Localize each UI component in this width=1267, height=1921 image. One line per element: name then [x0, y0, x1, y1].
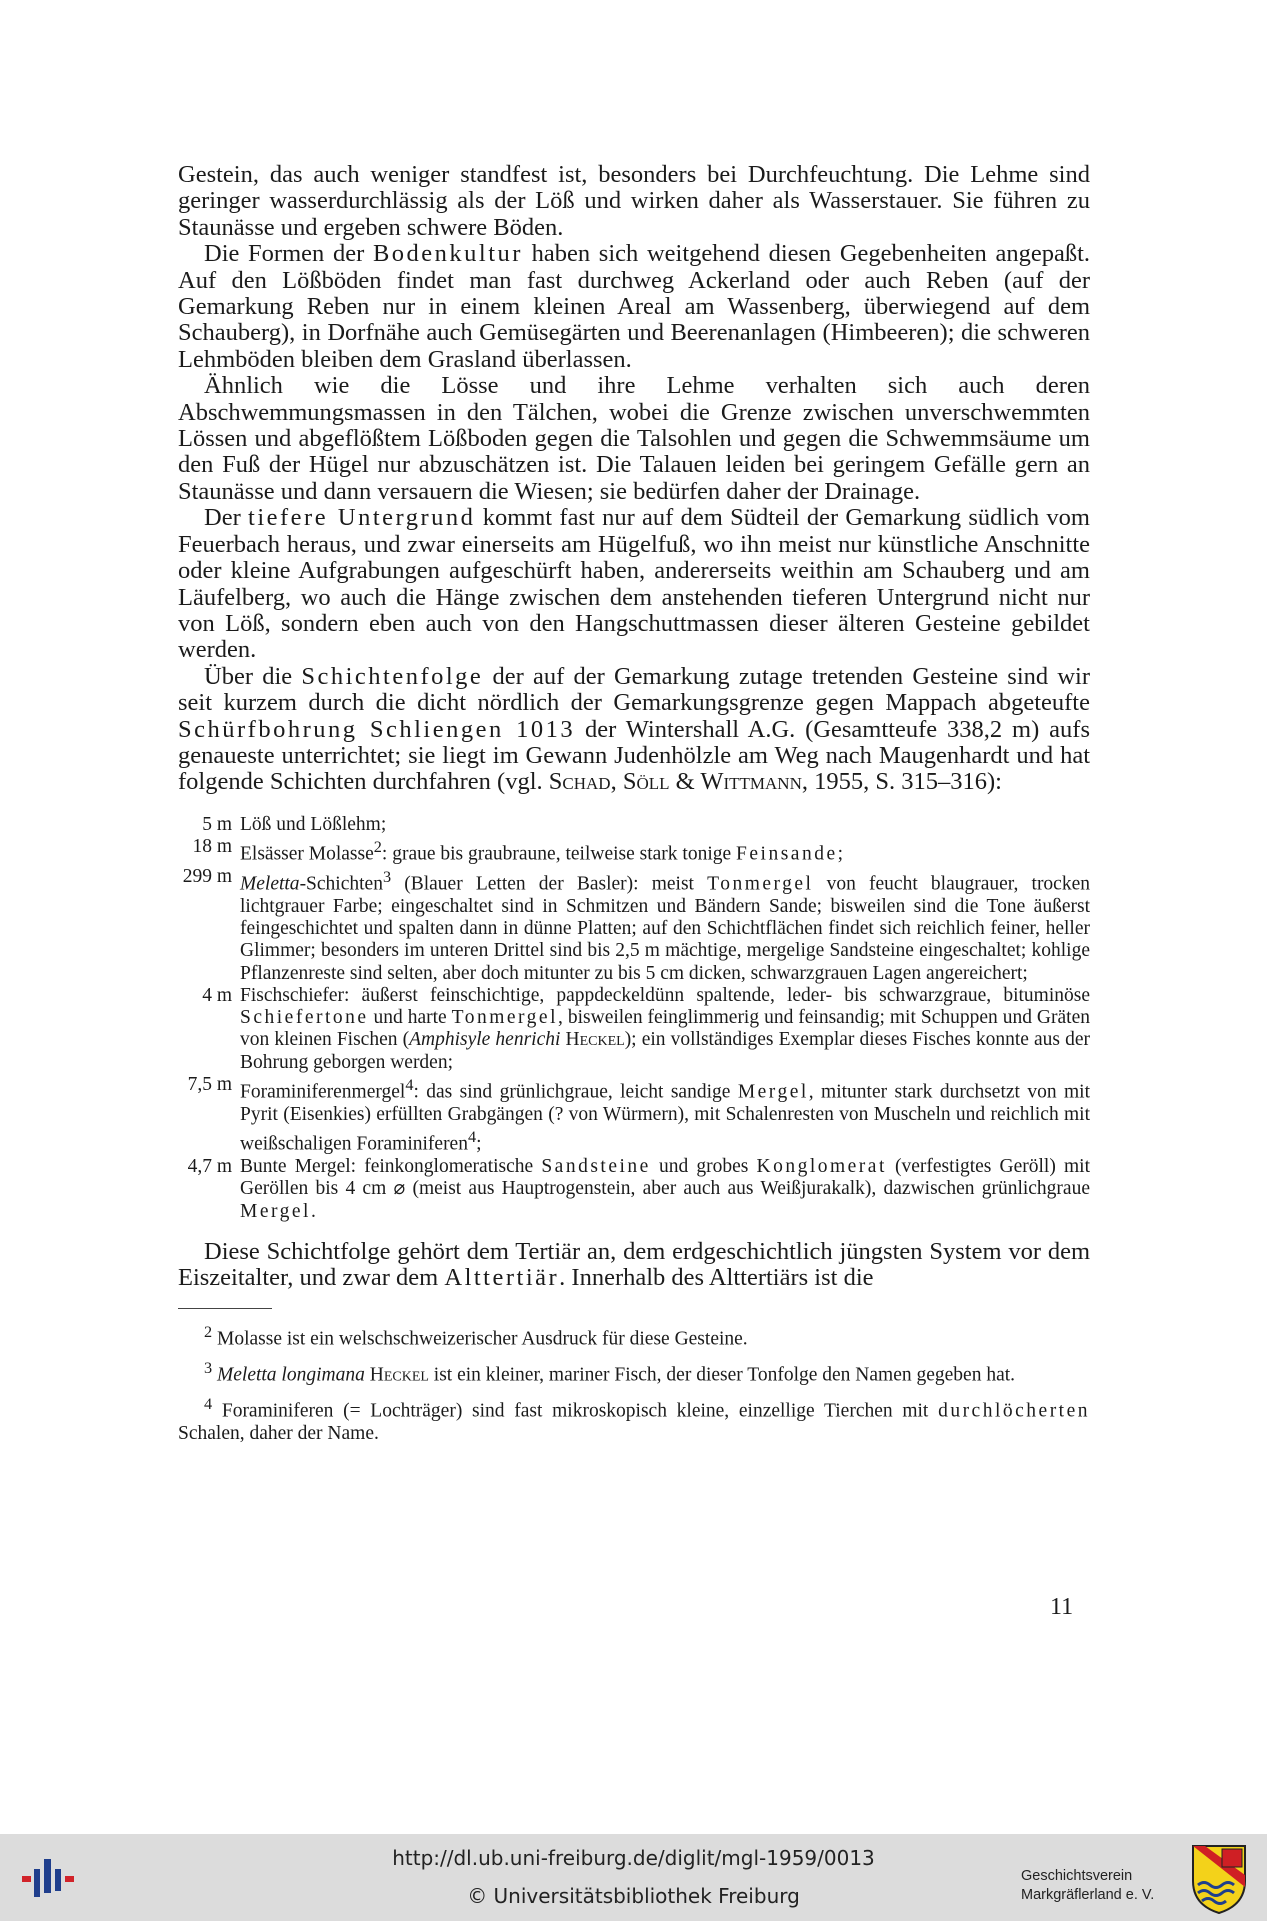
stratum-description	[240, 836, 1090, 866]
text: ;	[476, 1133, 482, 1155]
text: Die Formen der	[204, 240, 373, 268]
text: Molasse ist ein welschschweizerischer Ausdruck für diese Gesteine.	[217, 1328, 748, 1350]
footnote-number: 4	[204, 1394, 213, 1413]
author-name: Heckel	[560, 1029, 625, 1051]
permalink[interactable]: http://dl.ub.uni-freiburg.de/diglit/mgl-1959/0013	[392, 1846, 875, 1870]
logo-bar	[22, 1876, 31, 1882]
thickness: 299 m	[182, 865, 232, 887]
text: , 1955, S. 315–316):	[801, 768, 1002, 796]
paragraph-schichtenfolge	[178, 664, 1090, 796]
spaced-term: Schiefertone	[240, 1007, 369, 1029]
stratum-description	[240, 866, 1090, 985]
text: Foraminiferen (= Lochträger) sind fast mikroskopisch kleine, einzellige Tierchen mit	[221, 1400, 939, 1422]
stratum-description	[240, 814, 1090, 836]
text: (Blauer Letten der Basler): meist	[391, 873, 708, 895]
strata-list	[178, 814, 1090, 1223]
text: Löß und Lößlehm;	[240, 813, 387, 835]
text: der auf der Gemarkung zutage tretenden Gesteine sind wir seit kurzem durch die dicht nördlich der Gemarkungsgrenze gegen Mappach abgeteufte	[178, 662, 1090, 717]
text: Elsässer Molasse	[240, 843, 374, 865]
spaced-term: Tonmergel	[451, 1007, 559, 1029]
spaced-term: Mergel	[240, 1200, 311, 1222]
paragraph-bodenkultur	[178, 241, 1090, 373]
footnote-ref[interactable]: 4	[467, 1128, 477, 1147]
thickness: 4 m	[202, 984, 232, 1006]
copyright: © Universitätsbibliothek Freiburg	[467, 1884, 800, 1908]
paragraph-untergrund	[178, 505, 1090, 663]
spaced-term: tiefere Untergrund	[248, 504, 476, 532]
text: ;	[837, 843, 844, 865]
footnote-divider	[178, 1308, 272, 1309]
footnote-number: 2	[204, 1322, 213, 1341]
text: : das sind grünlichgraue, leicht sandige	[413, 1081, 738, 1103]
spaced-term: Feinsande	[736, 843, 838, 865]
spaced-term: Schichtenfolge	[301, 662, 484, 690]
footnote-2	[178, 1321, 1090, 1351]
text: Bunte Mergel: feinkonglomeratische	[240, 1155, 542, 1177]
text: haben sich weitgehend diesen Gegebenheiten angepaßt. Auf den Lößböden findet man fast durchweg Ackerland oder auch Reben (auf der Gemarkung Reben nur in einem kleinen Areal am Wassenberg, überwiegend auf dem Schauberg), in Dorfnähe auch Gemüsegärten und Beerenanlagen (Himbeeren); die schweren Lehmböden bleiben dem Grasland überlassen.	[178, 240, 1091, 373]
footnote-ref[interactable]: 3	[382, 867, 392, 886]
thickness: 7,5 m	[187, 1074, 232, 1096]
paragraph-tertiaer	[178, 1239, 1090, 1292]
thickness: 4,7 m	[187, 1155, 232, 1177]
text: .	[310, 1200, 316, 1222]
footnote-4	[178, 1393, 1090, 1446]
text: -Schichten	[299, 873, 383, 895]
society-name	[1021, 1867, 1154, 1905]
logo-bar	[65, 1876, 74, 1882]
stratum-row	[178, 1074, 1090, 1156]
stratum-row	[178, 866, 1090, 985]
spaced-term: Schürfbohrung Schliengen 1013	[178, 715, 576, 743]
text: Schalen, daher der Name.	[178, 1422, 379, 1444]
stratum-description	[240, 1074, 1090, 1156]
text: und harte	[368, 1007, 452, 1029]
coat-of-arms-icon	[1190, 1843, 1248, 1915]
stratum-description	[240, 1156, 1090, 1223]
spaced-term: Konglomerat	[756, 1155, 887, 1177]
thickness: 18 m	[192, 836, 232, 858]
stratum-row	[178, 836, 1090, 866]
text: kommt fast nur auf dem Südteil der Gemarkung südlich vom Feuerbach heraus, und zwar einerseits am Hügelfuß, wo ihn meist nur künstliche Anschnitte oder kleine Aufgrabungen aufgeschürft haben, andererseits weithin am Schauberg und am Läufelberg, wo auch die Hänge zwischen dem anstehenden tieferen Untergrund nicht nur von Löß, sondern eben auch von den Hangschuttmassen dieser älteren Gesteine gebildet werden.	[178, 504, 1090, 664]
footnote-number: 3	[204, 1358, 213, 1377]
footnote-ref[interactable]: 2	[373, 838, 382, 857]
text: von feucht blaugrauer, trocken lichtgrauer Farbe; eingeschaltet sind in Schmitzen und Bändern Sande; bisweilen sind die Tone äußerst feingeschichtet und spalten dann in dünne Platten; auf den Schichtflächen findet sich reichlich feiner, heller Glimmer; besonders im unteren Drittel sind bis 2,5 m mächtige, mergelige Sandsteine eingeschaltet; kohlige Pflanzenreste sind selten, aber doch mitunter zu bis 5 cm dicken, schwarzgrauen Lagen angereichert;	[240, 873, 1090, 984]
text: Diese Schichtfolge gehört dem Tertiär an, dem erdgeschichtlich jüngsten System vor dem Eiszeitalter, und zwar dem	[178, 1237, 1090, 1292]
text: Foraminiferenmergel	[240, 1081, 406, 1103]
spaced-term: Bodenkultur	[372, 240, 523, 268]
spaced-term: Mergel	[737, 1081, 809, 1103]
text: Über die	[204, 662, 302, 690]
text: Der	[204, 504, 249, 532]
italic-term: Meletta	[240, 873, 300, 895]
text: , mitunter stark durchsetzt von mit Pyrit (Eisenkies) erfüllten Grabgängen (? von Würmern), mit Schalenresten von Muscheln und reichlich mit weißschaligen Foraminiferen	[240, 1081, 1090, 1155]
text: ist ein kleiner, mariner Fisch, der dieser Tonfolge den Namen gegeben hat.	[428, 1364, 1016, 1386]
text: und grobes	[650, 1155, 757, 1177]
spaced-term: Alttertiär	[444, 1264, 560, 1292]
society-line-2: Markgräflerland e. V.	[1021, 1887, 1155, 1903]
stratum-row	[178, 985, 1090, 1074]
society-line-1: Geschichtsverein	[1021, 1868, 1133, 1884]
spaced-term: durchlöcherten	[938, 1400, 1091, 1422]
author-name: Heckel	[369, 1364, 429, 1386]
thickness: 5 m	[202, 813, 232, 835]
text: ); ein vollständiges Exemplar dieses Fisches konnte aus der Bohrung geborgen werden;	[240, 1029, 1090, 1073]
footnote-3	[178, 1357, 1090, 1387]
footer-bar	[0, 1834, 1267, 1921]
text: . Innerhalb des Alttertiärs ist die	[559, 1264, 874, 1292]
paragraph-loesse: Ähnlich wie die Lösse und ihre Lehme verhalten sich auch deren Abschwemmungsmassen in den Tälchen, wobei die Grenze zwischen unverschwemmten Lössen und abgeflößtem Lößboden gegen die Talsohlen und gegen die Schwemmsäume um den Fuß der Hügel nur abzuschätzen ist. Die Talauen leiden bei geringem Gefälle gern an Staunässe und dann versauern die Wiesen; sie bedürfen daher der Drainage.	[178, 372, 1090, 505]
text: , bisweilen feinglimmerig und feinsandig; mit Schuppen und Gräten von kleinen Fischen (	[240, 1007, 1090, 1051]
spaced-term: Sandsteine	[541, 1155, 651, 1177]
text: (verfestigtes Geröll) mit Geröllen bis 4 cm ⌀ (meist aus Hauptrogenstein, aber auch aus Weißjurakalk), dazwischen grünlichgraue	[240, 1155, 1090, 1200]
italic-term: Amphisyle henrichi	[409, 1029, 561, 1051]
stratum-description	[240, 985, 1090, 1074]
stratum-row	[178, 814, 1090, 836]
paragraph-1: Gestein, das auch weniger standfest ist, besonders bei Durchfeuchtung. Die Lehme sind geringer wasserdurchlässig als der Löß und wirken daher als Wasserstauer. Sie führen zu Staunässe und ergeben schwere Böden.	[178, 161, 1090, 241]
italic-term: Meletta longimana	[217, 1364, 365, 1386]
page-number: 11	[1050, 1594, 1074, 1620]
author-names: Schad, Söll & Wittmann	[548, 768, 802, 796]
text: der Wintershall A.G. (Gesamtteufe 338,2 m) aufs genaueste unterrichtet; sie liegt im Gewann Judenhölzle am Weg nach Maugenhardt und hat folgende Schichten durchfahren (vgl.	[178, 715, 1090, 796]
text: : graue bis graubraune, teilweise stark tonige	[381, 843, 737, 865]
spaced-term: Tonmergel	[707, 873, 814, 895]
footnote-ref[interactable]: 4	[405, 1076, 414, 1095]
stratum-row	[178, 1156, 1090, 1223]
text: Fischschiefer: äußerst feinschichtige, pappdeckeldünn spaltende, leder- bis schwarzgraue, bituminöse	[240, 984, 1090, 1006]
page-body	[178, 162, 1090, 1451]
